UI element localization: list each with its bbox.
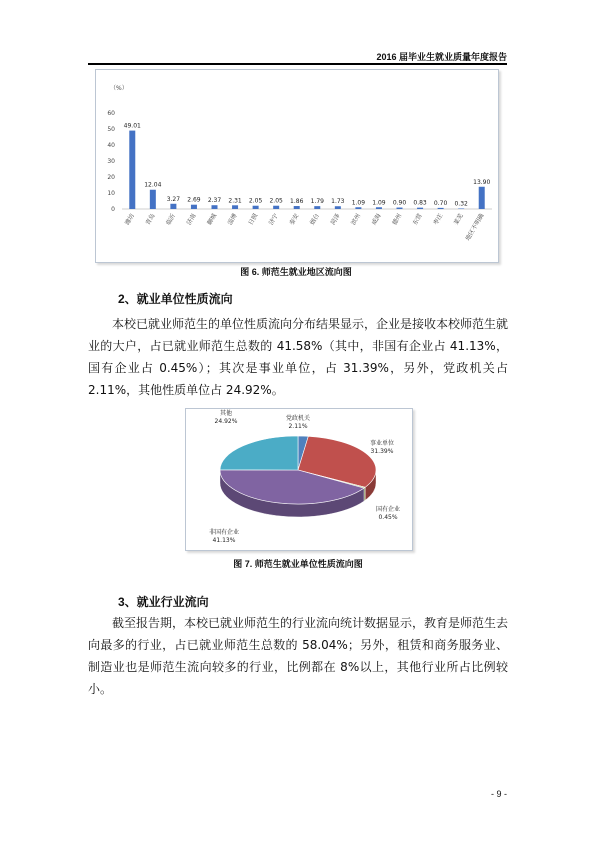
bar-东营 (417, 208, 423, 209)
pie-value-label: 24.92% (214, 418, 238, 425)
bar-日照 (253, 206, 259, 209)
bar-value-label: 2.05 (269, 197, 283, 205)
bar-value-label: 1.73 (331, 198, 345, 206)
bar-青岛 (150, 190, 156, 209)
pie-category-label: 国有企业 (375, 506, 401, 513)
bar-chart-frame (95, 69, 499, 263)
pie-category-label: 其他 (219, 410, 233, 417)
bar-value-label: 1.79 (310, 198, 324, 206)
bar-聊城 (212, 205, 218, 209)
x-tick-label: 济宁 (267, 212, 280, 227)
paragraph-unit-nature: 本校已就业师范生的单位性质流向分布结果显示，企业是接收本校师范生就业的大户，占已就业师范生总数的 41.58%（其中，非国有企业占 41.13%，国有企业占 0.45%）；其次是事业单位，占 31.39%，另外，党政机关占 2.11%，其他性质单位占 24.92%。 (88, 317, 509, 397)
bar-莱芜 (458, 208, 464, 209)
bar-value-label: 49.01 (123, 122, 141, 130)
x-tick-label: 济南 (185, 212, 198, 227)
y-tick-label: 40 (107, 142, 115, 149)
y-axis-unit-label: （%） (110, 85, 128, 92)
bar-value-label: 2.05 (248, 197, 263, 205)
y-tick-label: 60 (107, 110, 115, 117)
x-tick-label: 烟台 (308, 212, 322, 227)
bar-济宁 (273, 206, 279, 209)
unit-nature-pie-chart (186, 409, 412, 550)
bar-济南 (191, 205, 197, 209)
x-tick-label: 青岛 (144, 212, 157, 227)
bar-德州 (397, 208, 403, 209)
section-heading-unit-nature: 2、就业单位性质流向 (118, 292, 233, 306)
figure-7-caption: 图 7. 师范生就业单位性质流向图 (233, 559, 363, 569)
bar-value-label: 0.32 (454, 200, 468, 208)
bar-value-label: 2.37 (207, 197, 222, 205)
page-number: - 9 - (490, 789, 507, 799)
pie-value-label: 2.11% (288, 423, 308, 430)
x-tick-label: 德州 (391, 212, 404, 227)
header-rule (88, 63, 507, 65)
bar-菏泽 (335, 206, 341, 209)
pie-category-label: 事业单位 (369, 440, 395, 447)
bar-淄博 (232, 205, 238, 209)
x-tick-label: 日照 (247, 212, 260, 227)
bar-value-label: 12.04 (144, 181, 162, 189)
x-tick-label: 菏泽 (329, 212, 342, 227)
bar-value-label: 2.31 (228, 197, 242, 205)
report-header-title: 2016 届毕业生就业质量年度报告 (376, 52, 507, 62)
bar-value-label: 0.70 (433, 199, 448, 207)
pie-value-label: 41.13% (212, 537, 236, 544)
x-tick-label: 地区不明确 (464, 212, 486, 242)
paragraph-industry: 截至报告期，本校已就业师范生的行业流向统计数据显示，教育是师范生去向最多的行业，占已就业师范生总数的 58.04%；另外，租赁和商务服务业、制造业也是师范生流向较多的行业，比例都在 8%以上，其他行业所占比例较小。 (88, 616, 509, 696)
y-tick-label: 50 (107, 126, 115, 133)
bar-泰安 (294, 206, 300, 209)
pie-category-label: 党政机关 (285, 415, 311, 422)
bar-value-label: 1.09 (351, 199, 366, 207)
x-tick-label: 威海 (370, 212, 383, 227)
pie-slice-其他 (220, 436, 298, 470)
x-tick-label: 淄博 (226, 212, 239, 227)
y-tick-label: 20 (107, 174, 115, 181)
bar-滨州 (355, 207, 361, 209)
pie-value-label: 0.45% (378, 514, 398, 521)
bar-地区不明确 (479, 187, 485, 209)
bar-烟台 (314, 206, 320, 209)
pie-category-label: 非国有企业 (208, 529, 240, 536)
bar-value-label: 3.27 (166, 195, 181, 203)
bar-value-label: 0.83 (413, 199, 427, 207)
x-tick-label: 枣庄 (432, 212, 445, 227)
x-tick-label: 滨州 (350, 212, 363, 227)
x-tick-label: 潍坊 (123, 212, 137, 227)
pie-value-label: 31.39% (370, 448, 394, 455)
x-tick-label: 莱芜 (452, 212, 465, 227)
bar-value-label: 1.86 (290, 198, 304, 206)
bar-value-label: 2.69 (187, 196, 201, 204)
bar-value-label: 13.90 (473, 178, 491, 186)
region-flow-bar-chart (96, 70, 498, 262)
bar-临沂 (170, 204, 176, 209)
x-tick-label: 东营 (411, 212, 424, 227)
bar-潍坊 (129, 131, 135, 209)
y-tick-label: 30 (107, 158, 115, 165)
section-heading-industry: 3、就业行业流向 (118, 595, 209, 609)
bar-value-label: 0.90 (392, 199, 407, 207)
x-tick-label: 泰安 (288, 212, 301, 227)
x-tick-label: 聊城 (206, 212, 219, 227)
bar-威海 (376, 207, 382, 209)
bar-value-label: 1.09 (372, 199, 386, 207)
figure-6-caption: 图 6. 师范生就业地区流向图 (240, 267, 352, 277)
x-tick-label: 临沂 (165, 212, 178, 227)
pie-chart-frame (185, 408, 413, 551)
bar-枣庄 (438, 208, 444, 209)
y-tick-label: 10 (107, 190, 115, 197)
y-tick-label: 0 (111, 206, 115, 213)
